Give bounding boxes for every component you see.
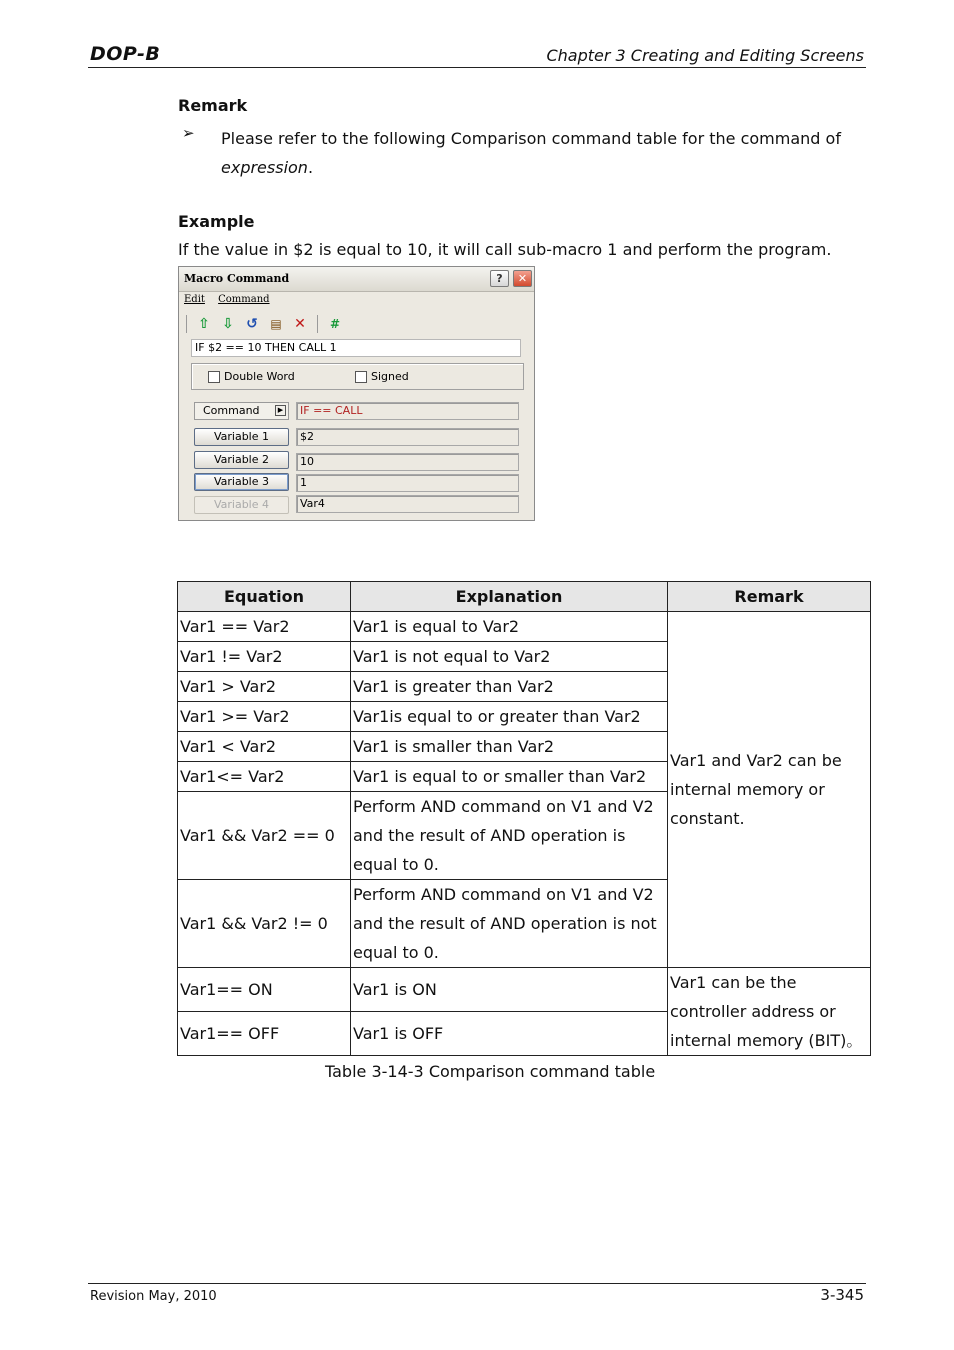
dialog-title-bar — [179, 267, 534, 292]
command-select-button[interactable] — [194, 402, 289, 420]
brand-logo: DOP-B — [90, 43, 161, 65]
remark-text-after: . — [307, 158, 314, 177]
equation-cell: Var1<= Var2 — [178, 762, 351, 792]
equation-cell: Var1 > Var2 — [178, 672, 351, 702]
explanation-cell: Var1 is equal to Var2 — [351, 612, 668, 642]
remark-text-italic: expression — [221, 158, 308, 177]
signed-label: Signed — [371, 370, 409, 383]
variable-4-field[interactable]: Var4 — [296, 495, 519, 513]
signed-checkbox[interactable] — [355, 370, 409, 383]
header-explanation: Explanation — [351, 582, 668, 612]
explanation-cell: Perform AND command on V1 and V2 and the result of AND operation is not equal to 0. — [351, 880, 668, 968]
bullet-arrow-icon: ➢ — [182, 124, 195, 142]
variable-2-field[interactable]: 10 — [296, 453, 519, 471]
help-button[interactable]: ? — [490, 270, 509, 287]
explanation-cell: Var1 is OFF — [351, 1012, 668, 1056]
remark-text-before: Please refer to the following Comparison command table for the command of — [221, 129, 841, 148]
explanation-cell: Var1is equal to or greater than Var2 — [351, 702, 668, 732]
remark-cell: Var1 and Var2 can be internal memory or constant. — [668, 612, 871, 968]
variable-1-button[interactable]: Variable 1 — [194, 428, 289, 446]
table-header-row — [178, 582, 871, 612]
remark-cell: Var1 can be the controller address or internal memory (BIT)。 — [668, 968, 871, 1056]
explanation-cell: Perform AND command on V1 and V2 and the result of AND operation is equal to 0. — [351, 792, 668, 880]
close-button[interactable]: ✕ — [513, 270, 532, 287]
dialog-title: Macro Command — [184, 272, 290, 285]
header-remark: Remark — [668, 582, 871, 612]
arrow-down-icon[interactable]: ⇩ — [222, 316, 234, 332]
double-word-checkbox[interactable] — [208, 370, 295, 383]
explanation-cell: Var1 is not equal to Var2 — [351, 642, 668, 672]
page-icon[interactable]: ▤ — [270, 317, 282, 331]
toolbar-separator — [186, 315, 187, 333]
command-value-field[interactable]: IF == CALL — [296, 402, 519, 420]
explanation-cell: Var1 is greater than Var2 — [351, 672, 668, 702]
menu-command[interactable]: Command — [218, 294, 270, 305]
equation-cell: Var1== ON — [178, 968, 351, 1012]
footer-rule — [88, 1283, 866, 1284]
equation-cell: Var1 < Var2 — [178, 732, 351, 762]
equation-cell: Var1 != Var2 — [178, 642, 351, 672]
command-button-label: Command — [203, 404, 260, 417]
toolbar-separator — [317, 315, 318, 333]
macro-command-input[interactable]: IF $2 == 10 THEN CALL 1 — [191, 339, 521, 357]
delete-icon[interactable]: ✕ — [294, 316, 306, 332]
variable-4-button: Variable 4 — [194, 496, 289, 514]
double-word-label: Double Word — [224, 370, 295, 383]
table-row — [178, 612, 871, 642]
variable-1-field[interactable]: $2 — [296, 428, 519, 446]
refresh-icon[interactable]: ↺ — [246, 316, 258, 332]
header-rule — [88, 67, 866, 68]
comparison-command-table — [177, 581, 871, 1056]
table-row — [178, 968, 871, 1012]
equation-cell: Var1 && Var2 != 0 — [178, 880, 351, 968]
checkbox-box[interactable] — [208, 371, 220, 383]
header-equation: Equation — [178, 582, 351, 612]
explanation-cell: Var1 is smaller than Var2 — [351, 732, 668, 762]
page-number: 3-345 — [820, 1286, 864, 1304]
explanation-cell: Var1 is equal to or smaller than Var2 — [351, 762, 668, 792]
dialog-menubar — [184, 294, 280, 305]
revision-text: Revision May, 2010 — [90, 1289, 217, 1304]
example-heading: Example — [178, 212, 255, 231]
options-group — [191, 363, 524, 390]
chapter-title: Chapter 3 Creating and Editing Screens — [546, 46, 864, 65]
dialog-toolbar — [184, 313, 344, 335]
variable-3-button[interactable]: Variable 3 — [194, 473, 289, 491]
equation-cell: Var1 == Var2 — [178, 612, 351, 642]
remark-heading: Remark — [178, 96, 248, 115]
table-caption: Table 3-14-3 Comparison command table — [325, 1062, 656, 1081]
variable-3-field[interactable]: 1 — [296, 474, 519, 492]
hash-icon[interactable]: # — [329, 317, 341, 331]
equation-cell: Var1 && Var2 == 0 — [178, 792, 351, 880]
example-text: If the value in $2 is equal to 10, it will call sub-macro 1 and perform the program. — [178, 240, 832, 259]
equation-cell: Var1 >= Var2 — [178, 702, 351, 732]
menu-edit[interactable]: Edit — [184, 294, 205, 305]
explanation-cell: Var1 is ON — [351, 968, 668, 1012]
arrow-up-icon[interactable]: ⇧ — [198, 316, 210, 332]
macro-command-dialog — [178, 266, 535, 521]
remark-paragraph — [221, 124, 871, 182]
dropdown-arrow-icon[interactable]: ▶ — [275, 405, 286, 416]
equation-cell: Var1== OFF — [178, 1012, 351, 1056]
checkbox-box[interactable] — [355, 371, 367, 383]
variable-2-button[interactable]: Variable 2 — [194, 451, 289, 469]
